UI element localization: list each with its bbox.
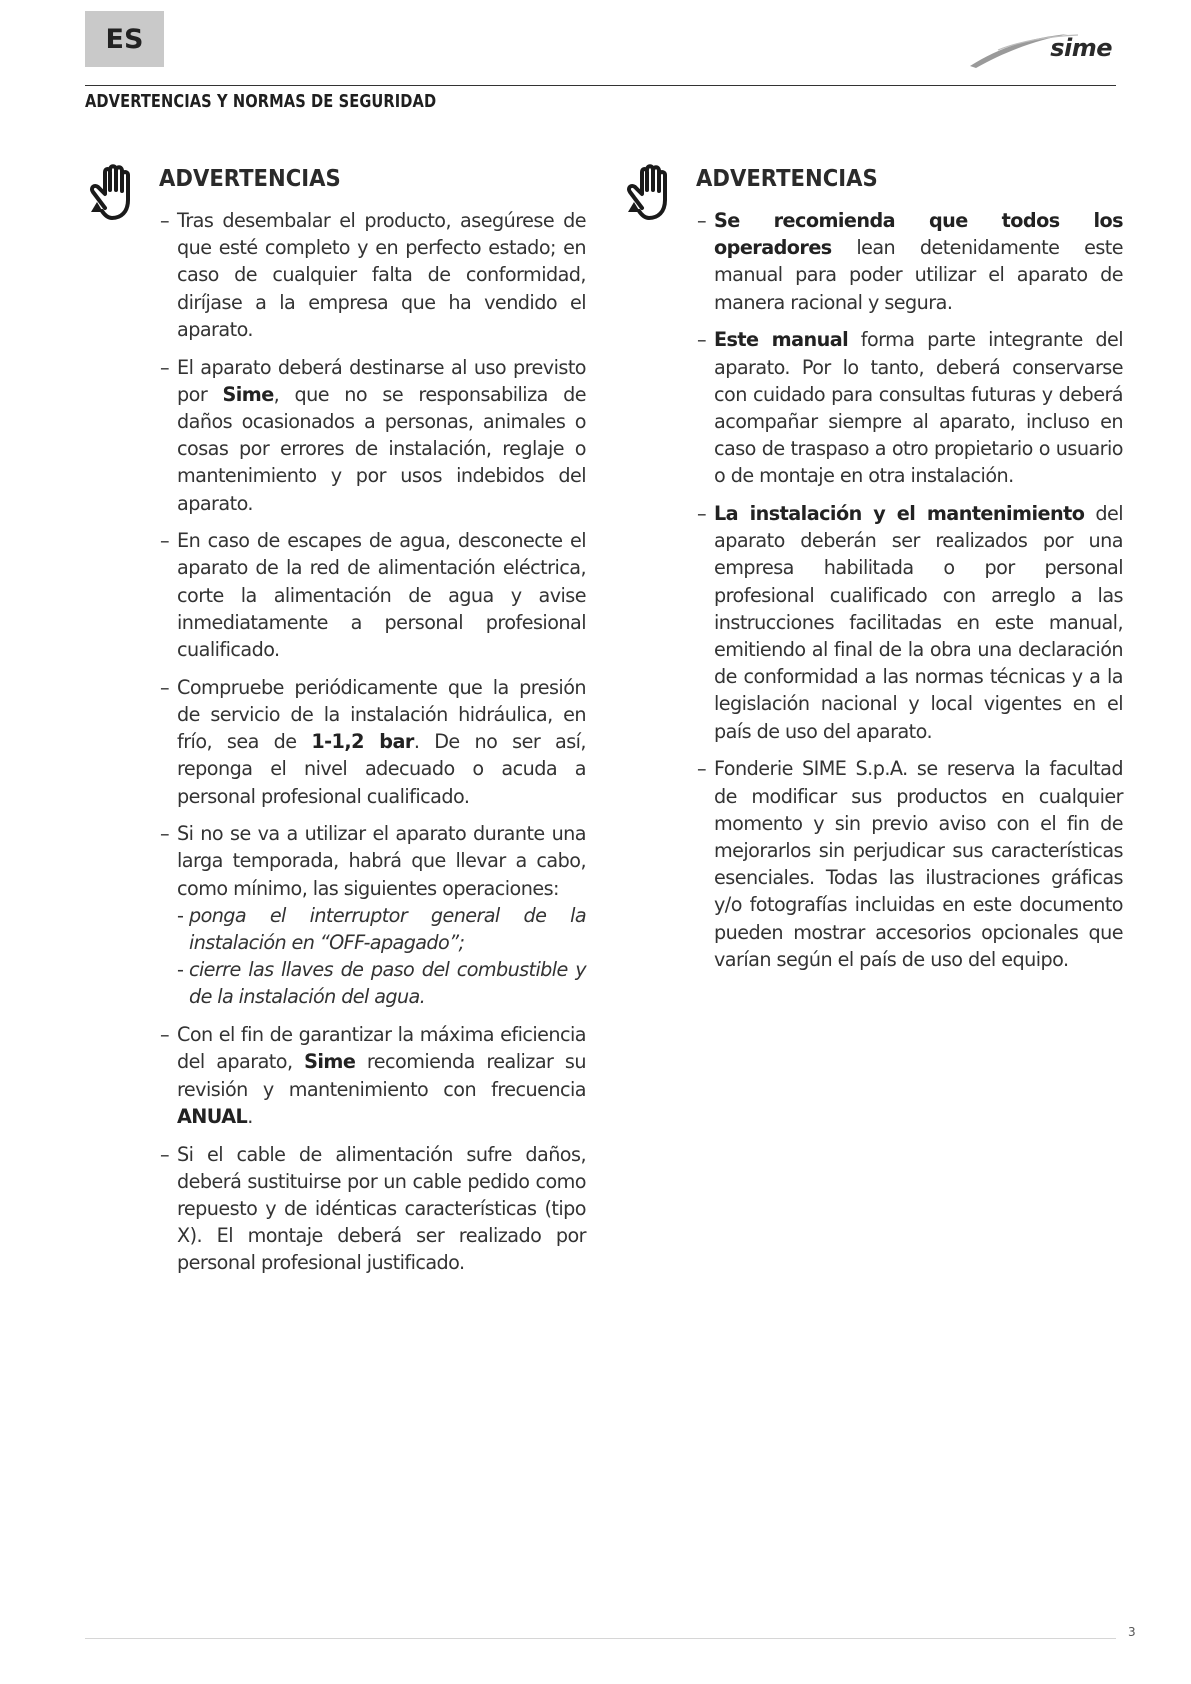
right-column-heading: ADVERTENCIAS xyxy=(696,166,878,192)
warning-item xyxy=(160,207,586,343)
item-text: En caso de escapes de agua, desconecte el aparato de la red de alimentación eléctrica, corte la alimentación de agua y avise inmediatamente a personal profesional cualificado. xyxy=(177,529,586,662)
item-text: Con el fin de garantizar la máxima eficiencia del aparato, xyxy=(177,1023,586,1074)
bold-text: Sime xyxy=(222,382,274,406)
item-text: lean detenidamente este manual para poder utilizar el aparato de manera racional y segura. xyxy=(714,236,1123,314)
bold-text: La instalación y el mantenimiento xyxy=(714,502,1085,526)
bold-text: Este manual xyxy=(714,328,849,352)
warning-item xyxy=(160,674,586,810)
warning-item xyxy=(160,1141,586,1277)
warning-hand-icon xyxy=(85,162,145,222)
language-tab: ES xyxy=(85,11,164,67)
warning-item xyxy=(697,207,1123,316)
header-divider xyxy=(85,85,1116,86)
item-text: forma parte integrante del aparato. Por lo tanto, deberá conservarse con cuidado para consultas futuras y deberá acompañar siempre al aparato, incluso en caso de traspaso a otro propietario o usuario o de montaje en otra instalación. xyxy=(714,328,1123,488)
warning-item xyxy=(160,354,586,517)
logo-text: sime xyxy=(1050,34,1112,62)
item-text: del aparato deberán ser realizados por una empresa habilitada o por personal profesional cualificado con arreglo a las instrucciones facilitadas en este manual, emitiendo al final de la obra una declaración de conformidad a las normas técnicas y a la legislación nacional y local vigentes en el país de uso del aparato. xyxy=(714,502,1124,743)
warning-item xyxy=(697,755,1123,973)
item-text: Si el cable de alimentación sufre daños, deberá sustituirse por un cable pedido como repuesto y de idénticas características (tipo X). El montaje deberá ser realizado por personal profesional justificado. xyxy=(177,1142,586,1275)
section-title: ADVERTENCIAS Y NORMAS DE SEGURIDAD xyxy=(85,92,437,112)
bold-text: Se recomienda que todos los operadores xyxy=(714,209,1123,260)
left-warning-list xyxy=(160,207,586,1287)
item-text: El aparato deberá destinarse al uso previsto por xyxy=(177,355,586,406)
warning-item xyxy=(160,1021,586,1130)
item-text: Fonderie SIME S.p.A. se reserva la facultad de modificar sus productos en cualquier momento y sin previo aviso con el fin de mejorarlos sin perjudicar sus características esenciales. Todas las ilustraciones gráficas y/o fotografías incluidas en este documento pueden mostrar accesorios opcionales que varían según el país de uso del equipo. xyxy=(714,757,1123,971)
page-number: 3 xyxy=(1128,1625,1136,1639)
footer-divider xyxy=(85,1638,1116,1639)
bold-text: 1-1,2 bar xyxy=(311,730,414,754)
item-text: Compruebe periódicamente que la presión de servicio de la instalación hidráulica, en frío, sea de xyxy=(177,675,586,754)
item-text: recomienda realizar su revisión y mantenimiento con frecuencia xyxy=(177,1050,586,1101)
left-column-heading: ADVERTENCIAS xyxy=(159,166,341,192)
warning-hand-icon xyxy=(622,162,682,222)
warning-item xyxy=(697,326,1123,489)
warning-item xyxy=(160,527,586,663)
warning-subitem: - cierre las llaves de paso del combustible y de la instalación del agua. xyxy=(177,956,586,1010)
bold-text: ANUAL xyxy=(177,1104,248,1128)
warning-item xyxy=(160,820,586,1010)
item-text: Tras desembalar el producto, asegúrese de que esté completo y en perfecto estado; en caso de cualquier falta de conformidad, diríjase a la empresa que ha vendido el aparato. xyxy=(177,209,586,341)
sime-logo xyxy=(968,20,1116,70)
item-text: . De no ser así, reponga el nivel adecuado o acuda a personal profesional cualificado. xyxy=(177,730,586,808)
warning-subitem: - ponga el interruptor general de la instalación en “OFF-apagado”; xyxy=(177,902,586,956)
right-warning-list xyxy=(697,207,1123,983)
item-text: Si no se va a utilizar el aparato durante una larga temporada, habrá que llevar a cabo, como mínimo, las siguientes operaciones: xyxy=(177,822,586,900)
item-text: , que no se responsabiliza de daños ocasionados a personas, animales o cosas por errores de instalación, reglaje o mantenimiento y por usos indebidos del aparato. xyxy=(177,382,586,515)
item-text: . xyxy=(247,1104,253,1128)
bold-text: Sime xyxy=(304,1050,356,1074)
warning-item xyxy=(697,500,1123,745)
